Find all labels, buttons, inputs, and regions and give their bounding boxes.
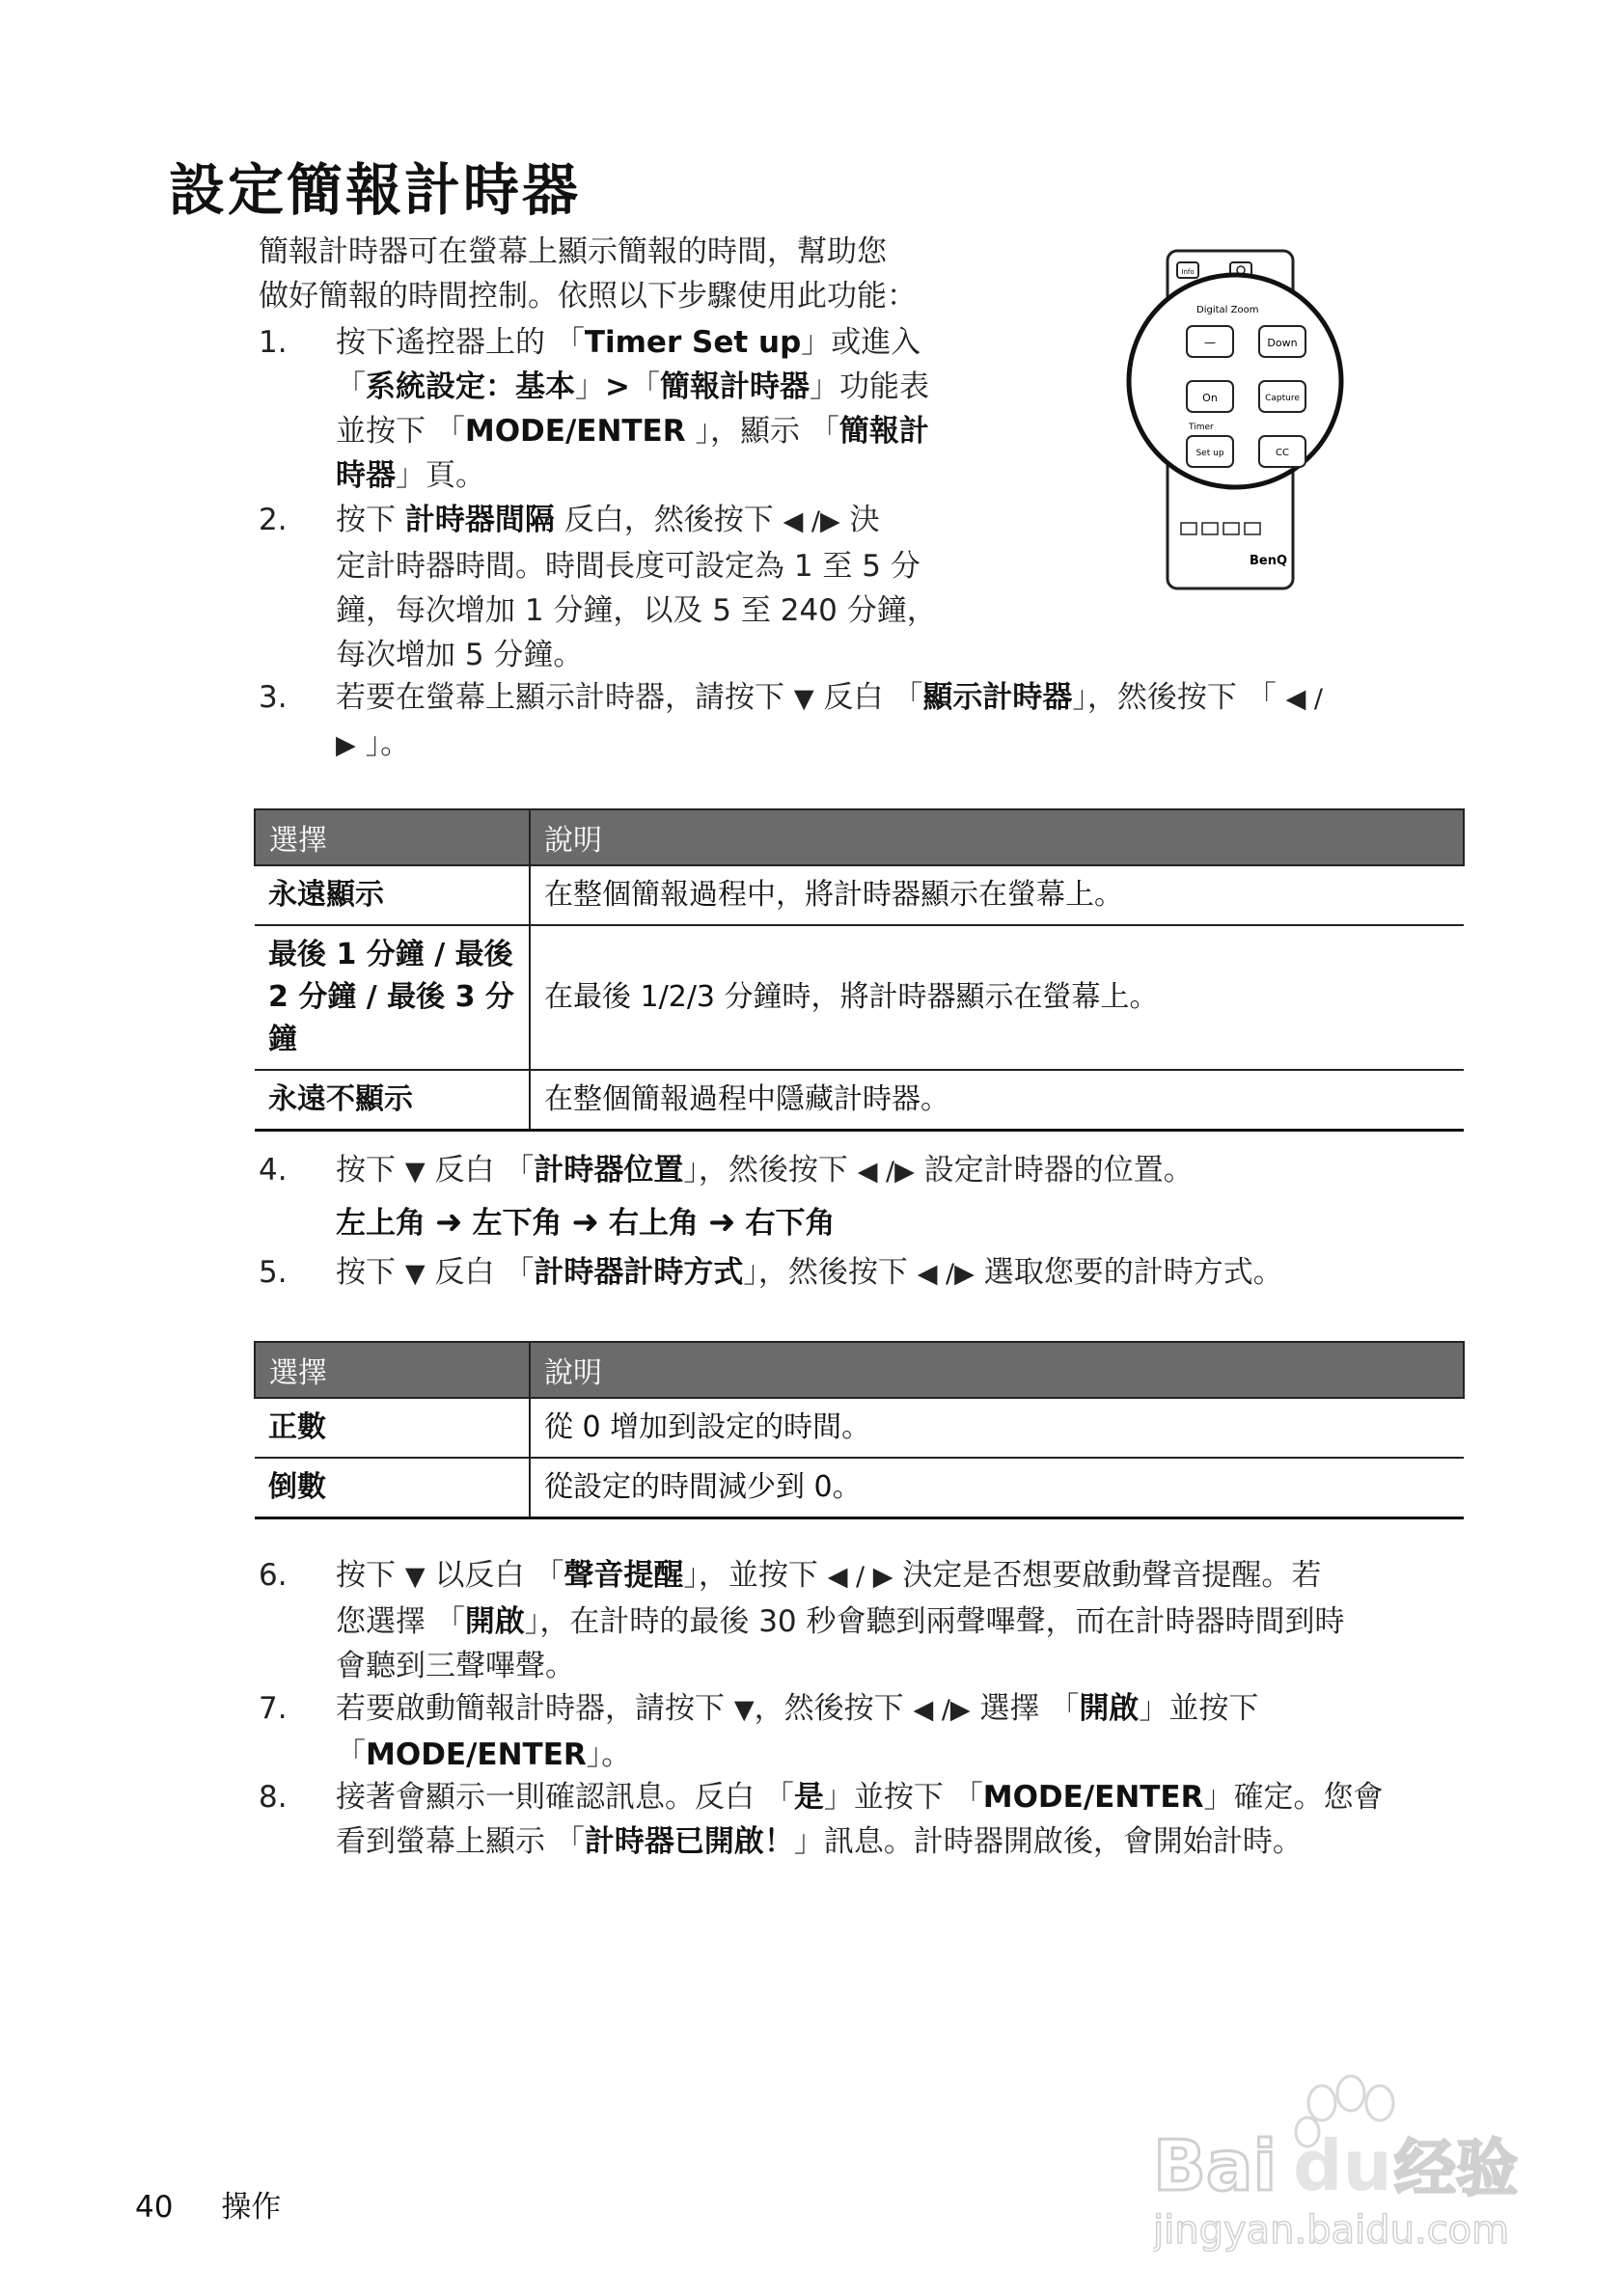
step-line: 您選擇 「開啟」，在計時的最後 30 秒會聽到兩聲嗶聲，而在計時器時間到時 — [336, 1604, 1345, 1639]
step-number: 8. — [259, 1780, 288, 1815]
table-cell: 永遠不顯示 — [255, 1070, 530, 1131]
step-number: 1. — [259, 325, 288, 360]
table-cell: 在整個簡報過程中隱藏計時器。 — [530, 1070, 1464, 1131]
intro-paragraph — [259, 230, 992, 318]
step-6 — [259, 1553, 1345, 1688]
remote-on-label: On — [1202, 392, 1218, 404]
remote-info-label: Info — [1181, 268, 1195, 276]
step-number: 2. — [259, 503, 288, 537]
arrow-right-icon: ➜ — [435, 1203, 463, 1242]
step-line: 會聽到三聲嗶聲。 — [336, 1649, 575, 1683]
table-header: 選擇 — [255, 1342, 530, 1398]
arrow-right-icon: ➜ — [571, 1203, 599, 1242]
step-line: 接著會顯示一則確認訊息。反白 「是」並按下 「MODE/ENTER」確定。您會 — [336, 1780, 1384, 1815]
table-row — [255, 1398, 1464, 1458]
step-3 — [259, 675, 1323, 768]
remote-brand-logo: BenQ — [1250, 554, 1288, 568]
position-item: 左上角 — [336, 1206, 426, 1241]
baidu-watermark — [1153, 2064, 1539, 2257]
remote-capture-label: Capture — [1265, 394, 1300, 403]
watermark-url: jingyan.baidu.com — [1153, 2208, 1510, 2253]
step-line: ▶ 」。 — [336, 726, 411, 761]
table-header: 說明 — [530, 809, 1464, 865]
watermark-bai: Bai — [1153, 2125, 1278, 2206]
step-2 — [259, 498, 937, 677]
step-line: 按下 ▼ 以反白 「聲音提醒」，並按下 ◀ / ▶ 決定是否想要啟動聲音提醒。若 — [336, 1558, 1322, 1593]
step-line: 按下 計時器間隔 反白，然後按下 ◀ /▶ 決 — [336, 503, 880, 537]
section-name: 操作 — [221, 2190, 282, 2225]
remote-down-label: Down — [1267, 337, 1298, 349]
step-number: 3. — [259, 680, 288, 715]
step-line: 並按下 「MODE/ENTER 」，顯示 「簡報計 — [336, 414, 929, 449]
remote-minus-label: — — [1204, 336, 1216, 349]
position-item: 右下角 — [745, 1206, 836, 1241]
step-line: 每次增加 5 分鐘。 — [336, 638, 584, 672]
step-5 — [259, 1250, 1283, 1297]
table-row — [255, 1458, 1464, 1518]
step-line: 按下遙控器上的 「Timer Set up」或進入 — [336, 325, 921, 360]
step-line: 定計時器時間。時間長度可設定為 1 至 5 分 — [336, 549, 920, 584]
arrow-right-icon: ➜ — [708, 1203, 736, 1242]
watermark-jingyan: 经验 — [1394, 2134, 1518, 2205]
table-cell: 從 0 增加到設定的時間。 — [530, 1398, 1464, 1458]
table-cell: 從設定的時間減少到 0。 — [530, 1458, 1464, 1518]
table-header: 選擇 — [255, 809, 530, 865]
step-4 — [259, 1148, 1194, 1194]
table-header: 說明 — [530, 1342, 1464, 1398]
step-line: 「MODE/ENTER」。 — [336, 1737, 632, 1772]
step-7 — [259, 1686, 1258, 1777]
page-footer — [135, 2182, 319, 2226]
step-1 — [259, 320, 929, 498]
table-cell: 最後 1 分鐘 / 最後 2 分鐘 / 最後 3 分鐘 — [255, 925, 530, 1070]
step-line: 若要在螢幕上顯示計時器，請按下 ▼ 反白 「顯示計時器」，然後按下 「 ◀ / — [336, 680, 1324, 715]
intro-line: 簡報計時器可在螢幕上顯示簡報的時間，幫助您 — [259, 234, 887, 269]
table-cell: 在最後 1/2/3 分鐘時，將計時器顯示在螢幕上。 — [530, 925, 1464, 1070]
remote-control-illustration — [1110, 241, 1360, 598]
position-item: 右上角 — [609, 1206, 699, 1241]
table-row — [255, 1070, 1464, 1131]
step-line: 若要啟動簡報計時器，請按下 ▼，然後按下 ◀ /▶ 選擇 「開啟」並按下 — [336, 1691, 1259, 1726]
step-line: 鐘，每次增加 1 分鐘，以及 5 至 240 分鐘， — [336, 593, 937, 628]
table-row — [255, 865, 1464, 925]
remote-cc-label: CC — [1276, 448, 1289, 458]
step-line: 按下 ▼ 反白 「計時器位置」，然後按下 ◀ /▶ 設定計時器的位置。 — [336, 1153, 1194, 1188]
step-number: 7. — [259, 1691, 288, 1726]
intro-line: 做好簡報的時間控制。依照以下步驟使用此功能： — [259, 279, 917, 314]
position-item: 左下角 — [472, 1206, 563, 1241]
count-mode-table — [254, 1341, 1465, 1519]
table-row — [255, 925, 1464, 1070]
step-line: 按下 ▼ 反白 「計時器計時方式」，然後按下 ◀ /▶ 選取您要的計時方式。 — [336, 1255, 1283, 1290]
page-number: 40 — [135, 2190, 174, 2225]
step-8 — [259, 1775, 1383, 1864]
step-number: 5. — [259, 1255, 288, 1290]
table-cell: 倒數 — [255, 1458, 530, 1518]
step-number: 6. — [259, 1558, 288, 1593]
table-cell: 永遠顯示 — [255, 865, 530, 925]
step-line: 「系統設定：基本」>「簡報計時器」功能表 — [336, 369, 929, 404]
page-title: 設定簡報計時器 — [169, 157, 582, 223]
table-cell: 正數 — [255, 1398, 530, 1458]
step-number: 4. — [259, 1153, 288, 1188]
display-options-table — [254, 808, 1465, 1132]
watermark-du: du — [1293, 2125, 1392, 2206]
remote-setup-label: Set up — [1195, 449, 1224, 458]
step-line: 時器」頁。 — [336, 458, 485, 493]
step-line: 看到螢幕上顯示 「計時器已開啟！」訊息。計時器開啟後，會開始計時。 — [336, 1824, 1303, 1859]
remote-digital-zoom-label: Digital Zoom — [1196, 305, 1259, 315]
table-cell: 在整個簡報過程中，將計時器顯示在螢幕上。 — [530, 865, 1464, 925]
remote-timer-label: Timer — [1189, 423, 1214, 432]
position-sequence — [336, 1200, 836, 1245]
